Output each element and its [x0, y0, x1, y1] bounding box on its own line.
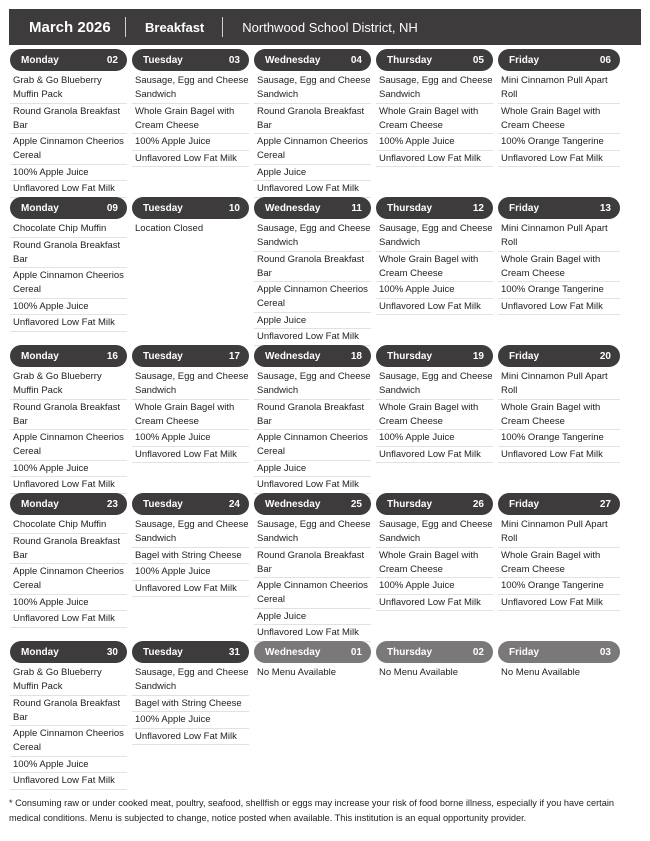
menu-item-list: [132, 369, 249, 463]
menu-item: Sausage, Egg and Cheese Sandwich: [254, 73, 371, 104]
day-date: 31: [228, 646, 240, 658]
day-name: Wednesday: [265, 202, 321, 214]
day-cell: [376, 197, 498, 345]
menu-item: Whole Grain Bagel with Cream Cheese: [498, 400, 620, 431]
menu-item: Sausage, Egg and Cheese Sandwich: [254, 369, 371, 400]
menu-item: Location Closed: [135, 223, 204, 234]
day-cell: [254, 197, 376, 345]
menu-item: Whole Grain Bagel with Cream Cheese: [376, 252, 493, 283]
menu-item: Grab & Go Blueberry Muffin Pack: [10, 73, 127, 104]
menu-item-list: [254, 665, 371, 681]
menu-item: Unflavored Low Fat Milk: [10, 611, 127, 628]
menu-item-list: [10, 517, 127, 628]
menu-item-list: [376, 517, 493, 611]
menu-header: [9, 9, 641, 45]
day-name: Thursday: [387, 54, 433, 66]
menu-item: 100% Apple Juice: [10, 165, 127, 182]
menu-item: Round Granola Breakfast Bar: [10, 696, 127, 727]
day-date: 01: [350, 646, 362, 658]
menu-item: Apple Cinnamon Cheerios Cereal: [254, 282, 371, 313]
menu-item: Unflavored Low Fat Milk: [132, 729, 249, 746]
day-header: [376, 49, 493, 71]
menu-item: 100% Orange Tangerine: [498, 134, 620, 151]
menu-item: Round Granola Breakfast Bar: [254, 252, 371, 283]
menu-item: Sausage, Egg and Cheese Sandwich: [376, 73, 493, 104]
day-name: Wednesday: [265, 54, 321, 66]
menu-item: Chocolate Chip Muffin: [10, 517, 127, 534]
menu-item: Round Granola Breakfast Bar: [10, 238, 127, 269]
week-row: [10, 197, 620, 345]
day-date: 20: [599, 350, 611, 362]
menu-item: 100% Apple Juice: [10, 299, 127, 316]
menu-item: Whole Grain Bagel with Cream Cheese: [498, 252, 620, 283]
day-date: 04: [350, 54, 362, 66]
day-header: [254, 493, 371, 515]
day-header: [498, 493, 620, 515]
menu-item: 100% Apple Juice: [132, 712, 249, 729]
day-header: [132, 49, 249, 71]
day-name: Thursday: [387, 202, 433, 214]
menu-item: Mini Cinnamon Pull Apart Roll: [498, 73, 620, 104]
menu-item: Apple Juice: [254, 165, 371, 182]
menu-item-list: [254, 221, 371, 346]
day-header: [10, 49, 127, 71]
menu-item: Whole Grain Bagel with Cream Cheese: [376, 400, 493, 431]
day-cell: [498, 345, 620, 493]
menu-item-list: [376, 369, 493, 463]
day-header: [254, 345, 371, 367]
day-date: 23: [106, 498, 118, 510]
menu-item: Unflavored Low Fat Milk: [10, 477, 127, 494]
day-name: Friday: [509, 350, 540, 362]
menu-item: Apple Cinnamon Cheerios Cereal: [10, 134, 127, 165]
menu-item: 100% Orange Tangerine: [498, 282, 620, 299]
day-name: Monday: [21, 202, 59, 214]
menu-item: Mini Cinnamon Pull Apart Roll: [498, 517, 620, 548]
menu-item-list: [498, 369, 620, 463]
day-date: 18: [350, 350, 362, 362]
day-name: Tuesday: [143, 646, 183, 658]
day-header: [132, 197, 249, 219]
menu-item-list: [10, 221, 127, 332]
menu-item: Apple Cinnamon Cheerios Cereal: [10, 430, 127, 461]
menu-item-list: [10, 369, 127, 494]
day-header: [132, 493, 249, 515]
menu-item: 100% Apple Juice: [376, 578, 493, 595]
day-cell: [10, 641, 132, 789]
week-row: [10, 49, 620, 197]
day-date: 26: [472, 498, 484, 510]
day-name: Monday: [21, 646, 59, 658]
day-cell: [132, 345, 254, 493]
menu-item-list: [498, 665, 620, 681]
menu-item: Sausage, Egg and Cheese Sandwich: [132, 369, 249, 400]
menu-item: Round Granola Breakfast Bar: [10, 104, 127, 135]
day-date: 06: [599, 54, 611, 66]
day-cell: [254, 493, 376, 641]
day-header: [10, 345, 127, 367]
menu-item: Unflavored Low Fat Milk: [10, 773, 127, 790]
day-date: 25: [350, 498, 362, 510]
day-header: [498, 197, 620, 219]
menu-item: Round Granola Breakfast Bar: [10, 400, 127, 431]
menu-item: Whole Grain Bagel with Cream Cheese: [132, 400, 249, 431]
menu-item: Unflavored Low Fat Milk: [498, 299, 620, 316]
day-date: 03: [599, 646, 611, 658]
menu-item: Round Granola Breakfast Bar: [254, 104, 371, 135]
menu-item: Unflavored Low Fat Milk: [376, 299, 493, 316]
day-cell: [498, 49, 620, 197]
menu-item: No Menu Available: [379, 667, 459, 678]
menu-item-list: [376, 665, 493, 681]
menu-item: Sausage, Egg and Cheese Sandwich: [376, 369, 493, 400]
day-header: [132, 345, 249, 367]
day-cell: [498, 197, 620, 345]
menu-item: Unflavored Low Fat Milk: [498, 151, 620, 168]
day-cell: [254, 49, 376, 197]
menu-item-list: [254, 369, 371, 494]
day-cell: [376, 641, 498, 789]
menu-item: Unflavored Low Fat Milk: [132, 151, 249, 168]
day-cell: [132, 641, 254, 789]
day-date: 05: [472, 54, 484, 66]
menu-item: Apple Juice: [254, 461, 371, 478]
day-name: Thursday: [387, 350, 433, 362]
day-date: 24: [228, 498, 240, 510]
menu-item: 100% Apple Juice: [10, 595, 127, 612]
menu-item: 100% Apple Juice: [376, 282, 493, 299]
day-cell: [254, 641, 376, 789]
day-name: Wednesday: [265, 350, 321, 362]
menu-item: No Menu Available: [257, 667, 337, 678]
day-cell: [498, 493, 620, 641]
day-cell: [254, 345, 376, 493]
footer-disclaimer: * Consuming raw or under cooked meat, poultry, seafood, shellfish or eggs may increase your risk of food borne illness, especially if you have certain medical conditions. Menu is subjected to change, notice posted when available. This institution is an equal opportunity provider.: [9, 798, 614, 823]
day-cell: [132, 197, 254, 345]
day-name: Tuesday: [143, 202, 183, 214]
menu-item-list: [254, 73, 371, 198]
menu-item: Whole Grain Bagel with Cream Cheese: [498, 104, 620, 135]
day-header: [254, 197, 371, 219]
day-header: [498, 641, 620, 663]
menu-item: Unflavored Low Fat Milk: [10, 181, 127, 198]
day-name: Friday: [509, 202, 540, 214]
day-name: Wednesday: [265, 498, 321, 510]
menu-item-list: [376, 73, 493, 167]
day-cell: [10, 49, 132, 197]
menu-item: 100% Apple Juice: [376, 134, 493, 151]
day-name: Monday: [21, 350, 59, 362]
day-date: 02: [106, 54, 118, 66]
menu-item-list: [498, 221, 620, 315]
menu-item-list: [132, 73, 249, 167]
menu-item: Apple Cinnamon Cheerios Cereal: [10, 726, 127, 757]
day-cell: [132, 493, 254, 641]
menu-item: Apple Cinnamon Cheerios Cereal: [254, 430, 371, 461]
menu-item: Bagel with String Cheese: [132, 548, 249, 565]
day-header: [254, 641, 371, 663]
day-cell: [10, 197, 132, 345]
day-cell: [10, 493, 132, 641]
day-date: 09: [106, 202, 118, 214]
day-header: [376, 641, 493, 663]
day-date: 27: [599, 498, 611, 510]
day-name: Friday: [509, 54, 540, 66]
menu-item: Apple Juice: [254, 609, 371, 626]
menu-item: 100% Apple Juice: [376, 430, 493, 447]
day-date: 16: [106, 350, 118, 362]
menu-item: 100% Apple Juice: [10, 757, 127, 774]
menu-item: Unflavored Low Fat Milk: [254, 477, 371, 494]
day-date: 13: [599, 202, 611, 214]
menu-item: Unflavored Low Fat Milk: [376, 151, 493, 168]
menu-item: 100% Apple Juice: [132, 430, 249, 447]
week-row: [10, 641, 620, 789]
day-date: 12: [472, 202, 484, 214]
menu-item: Unflavored Low Fat Milk: [376, 447, 493, 464]
menu-item: Grab & Go Blueberry Muffin Pack: [10, 369, 127, 400]
day-name: Thursday: [387, 498, 433, 510]
menu-item: Apple Cinnamon Cheerios Cereal: [10, 564, 127, 595]
menu-month: March 2026: [29, 18, 111, 36]
menu-item: Mini Cinnamon Pull Apart Roll: [498, 369, 620, 400]
menu-item: 100% Apple Juice: [132, 564, 249, 581]
menu-item: Mini Cinnamon Pull Apart Roll: [498, 221, 620, 252]
day-name: Friday: [509, 498, 540, 510]
menu-item: Apple Cinnamon Cheerios Cereal: [10, 268, 127, 299]
menu-item: Unflavored Low Fat Milk: [498, 447, 620, 464]
day-cell: [376, 49, 498, 197]
day-header: [10, 197, 127, 219]
school-district-name: Northwood School District, NH: [242, 19, 418, 35]
week-row: [10, 493, 620, 641]
day-name: Tuesday: [143, 350, 183, 362]
menu-item: Whole Grain Bagel with Cream Cheese: [376, 548, 493, 579]
menu-item: Sausage, Egg and Cheese Sandwich: [132, 73, 249, 104]
menu-item: Unflavored Low Fat Milk: [132, 447, 249, 464]
menu-item: Apple Cinnamon Cheerios Cereal: [254, 578, 371, 609]
menu-item-list: [10, 665, 127, 790]
menu-item: Round Granola Breakfast Bar: [10, 534, 127, 565]
menu-item: Unflavored Low Fat Milk: [10, 315, 127, 332]
day-cell: [376, 345, 498, 493]
day-name: Thursday: [387, 646, 433, 658]
day-date: 30: [106, 646, 118, 658]
menu-item: 100% Orange Tangerine: [498, 578, 620, 595]
menu-item: Sausage, Egg and Cheese Sandwich: [376, 517, 493, 548]
day-date: 02: [472, 646, 484, 658]
day-header: [376, 197, 493, 219]
day-name: Wednesday: [265, 646, 321, 658]
day-name: Friday: [509, 646, 540, 658]
menu-item-list: [254, 517, 371, 642]
menu-item: Unflavored Low Fat Milk: [132, 581, 249, 598]
day-header: [132, 641, 249, 663]
day-cell: [10, 345, 132, 493]
day-cell: [132, 49, 254, 197]
day-date: 03: [228, 54, 240, 66]
menu-item: Apple Juice: [254, 313, 371, 330]
menu-item: Round Granola Breakfast Bar: [254, 548, 371, 579]
day-date: 17: [228, 350, 240, 362]
week-row: [10, 345, 620, 493]
menu-item: Sausage, Egg and Cheese Sandwich: [254, 517, 371, 548]
menu-item: No Menu Available: [501, 667, 581, 678]
menu-item-list: [376, 221, 493, 315]
menu-item-list: [498, 517, 620, 611]
menu-item: Chocolate Chip Muffin: [10, 221, 127, 238]
menu-item-list: [10, 73, 127, 198]
menu-item: Round Granola Breakfast Bar: [254, 400, 371, 431]
day-header: [376, 345, 493, 367]
day-date: 19: [472, 350, 484, 362]
day-cell: [498, 641, 620, 789]
menu-meal-type: Breakfast: [145, 19, 205, 35]
menu-item: Unflavored Low Fat Milk: [254, 625, 371, 642]
menu-item: Unflavored Low Fat Milk: [376, 595, 493, 612]
day-date: 10: [228, 202, 240, 214]
day-header: [376, 493, 493, 515]
menu-item: Unflavored Low Fat Milk: [498, 595, 620, 612]
menu-item: Sausage, Egg and Cheese Sandwich: [132, 665, 249, 696]
menu-item: 100% Apple Juice: [10, 461, 127, 478]
day-header: [254, 49, 371, 71]
day-date: 11: [351, 202, 362, 214]
day-name: Tuesday: [143, 54, 183, 66]
menu-calendar: [10, 49, 620, 789]
menu-item-list: [498, 73, 620, 167]
day-header: [10, 641, 127, 663]
menu-item-list: [132, 517, 249, 597]
day-name: Monday: [21, 54, 59, 66]
day-header: [498, 49, 620, 71]
day-header: [10, 493, 127, 515]
menu-item: Unflavored Low Fat Milk: [254, 181, 371, 198]
day-name: Tuesday: [143, 498, 183, 510]
day-cell: [376, 493, 498, 641]
menu-item: Bagel with String Cheese: [132, 696, 249, 713]
day-name: Monday: [21, 498, 59, 510]
menu-item: 100% Orange Tangerine: [498, 430, 620, 447]
menu-item: Sausage, Egg and Cheese Sandwich: [132, 517, 249, 548]
menu-item-list: [132, 665, 249, 745]
menu-item: Whole Grain Bagel with Cream Cheese: [376, 104, 493, 135]
menu-item: Grab & Go Blueberry Muffin Pack: [10, 665, 127, 696]
menu-item: Apple Cinnamon Cheerios Cereal: [254, 134, 371, 165]
menu-item: Unflavored Low Fat Milk: [254, 329, 371, 346]
menu-item: Sausage, Egg and Cheese Sandwich: [254, 221, 371, 252]
menu-item: Whole Grain Bagel with Cream Cheese: [498, 548, 620, 579]
menu-item-list: [132, 221, 249, 237]
day-header: [498, 345, 620, 367]
menu-item: Sausage, Egg and Cheese Sandwich: [376, 221, 493, 252]
menu-item: 100% Apple Juice: [132, 134, 249, 151]
menu-item: Whole Grain Bagel with Cream Cheese: [132, 104, 249, 135]
